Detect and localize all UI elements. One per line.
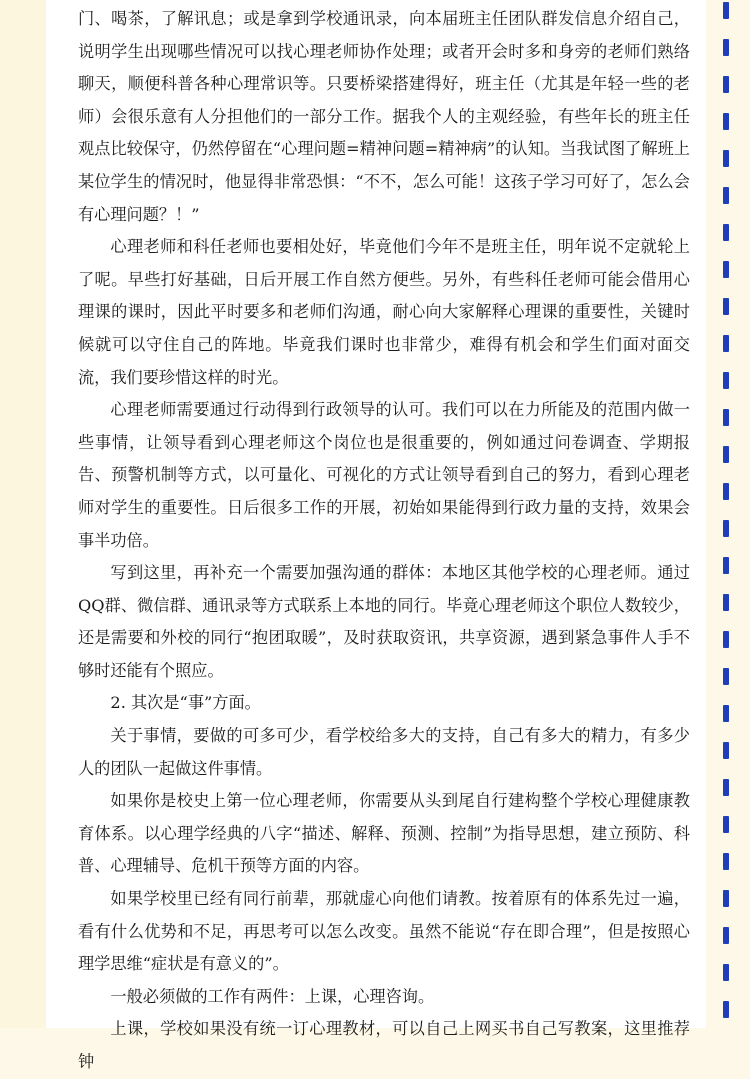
- paragraph: 如果学校里已经有同行前辈，那就虚心向他们请教。按着原有的体系先过一遍，看有什么优势和不足，再思考可以怎么改变。虽然不能说“存在即合理”，但是按照心理学思维“症状是有意义的”。: [78, 889, 690, 974]
- border-dash: [723, 853, 729, 870]
- border-dash: [723, 113, 729, 130]
- paragraph: 如果你是校史上第一位心理老师，你需要从头到尾自行建构整个学校心理健康教育体系。以心理学经典的八字“描述、解释、预测、控制”为指导思想，建立预防、科普、心理辅导、危机干预等方面的内容。: [78, 791, 690, 876]
- border-dash: [723, 890, 729, 907]
- paragraph: 心理老师需要通过行动得到行政领导的认可。我们可以在力所能及的范围内做一些事情，让领导看到心理老师这个岗位也是很重要的，例如通过问卷调查、学期报告、预警机制等方式，以可量化、可视化的方式让领导看到自己的努力，看到心理老师对学生的重要性。日后很多工作的开展，初始如果能得到行政力量的支持，效果会事半功倍。: [78, 400, 690, 550]
- border-dash: [723, 668, 729, 685]
- border-dash: [723, 1001, 729, 1018]
- border-dash: [723, 927, 729, 944]
- border-dash: [723, 742, 729, 759]
- paragraph: 心理老师和科任老师也要相处好，毕竟他们今年不是班主任，明年说不定就轮上了呢。早些打好基础，日后开展工作自然方便些。另外，有些科任老师可能会借用心理课的课时，因此平时要多和老师们沟通，耐心向大家解释心理课的重要性，关键时候就可以守住自己的阵地。毕竟我们课时也非常少，难得有机会和学生们面对面交流，我们要珍惜这样的时光。: [78, 237, 690, 387]
- paragraph: 关于事情，要做的可多可少，看学校给多大的支持，自己有多大的精力，有多少人的团队一起做这件事情。: [78, 726, 690, 778]
- border-dash: [723, 261, 729, 278]
- border-dash: [723, 705, 729, 722]
- border-dash: [723, 520, 729, 537]
- border-dash: [723, 187, 729, 204]
- border-dash: [723, 335, 729, 352]
- border-dash: [723, 483, 729, 500]
- body-text: [78, 3, 690, 1079]
- border-dash: [723, 964, 729, 981]
- border-dash: [723, 298, 729, 315]
- paragraph: 写到这里，再补充一个需要加强沟通的群体：本地区其他学校的心理老师。通过QQ群、微信群、通讯录等方式联系上本地的同行。毕竟心理老师这个职位人数较少，还是需要和外校的同行“抱团取暖”，及时获取资讯，共享资源，遇到紧急事件人手不够时还能有个照应。: [78, 563, 690, 680]
- book-page: [46, 0, 706, 1071]
- border-dash: [723, 372, 729, 389]
- border-dash: [723, 2, 729, 19]
- border-dash: [723, 446, 729, 463]
- border-dash: [723, 557, 729, 574]
- right-dashed-border: [723, 0, 729, 1028]
- paragraph: 门、喝茶，了解讯息；或是拿到学校通讯录，向本届班主任团队群发信息介绍自己，说明学生出现哪些情况可以找心理老师协作处理；或者开会时多和身旁的老师们熟络聊天，顺便科普各种心理常识等。只要桥梁搭建得好，班主任（尤其是年轻一些的老师）会很乐意有人分担他们的一部分工作。据我个人的主观经验，有些年长的班主任观点比较保守，仍然停留在“心理问题=精神问题=精神病”的认知。当我试图了解班上某位学生的情况时，他显得非常恐惧：“不不，怎么可能！这孩子学习可好了，怎么会有心理问题？！”: [78, 9, 690, 224]
- page-left-margin: [0, 0, 46, 1028]
- border-dash: [723, 39, 729, 56]
- paragraph: 一般必须做的工作有两件：上课，心理咨询。: [110, 986, 435, 1006]
- border-dash: [723, 816, 729, 833]
- paragraph: 上课，学校如果没有统一订心理教材，可以自己上网买书自己写教案，这里推荐钟: [78, 1019, 690, 1071]
- border-dash: [723, 779, 729, 796]
- section-heading: 2. 其次是“事”方面。: [110, 693, 261, 713]
- border-dash: [723, 224, 729, 241]
- border-dash: [723, 76, 729, 93]
- border-dash: [723, 631, 729, 648]
- border-dash: [723, 594, 729, 611]
- border-dash: [723, 150, 729, 167]
- border-dash: [723, 409, 729, 426]
